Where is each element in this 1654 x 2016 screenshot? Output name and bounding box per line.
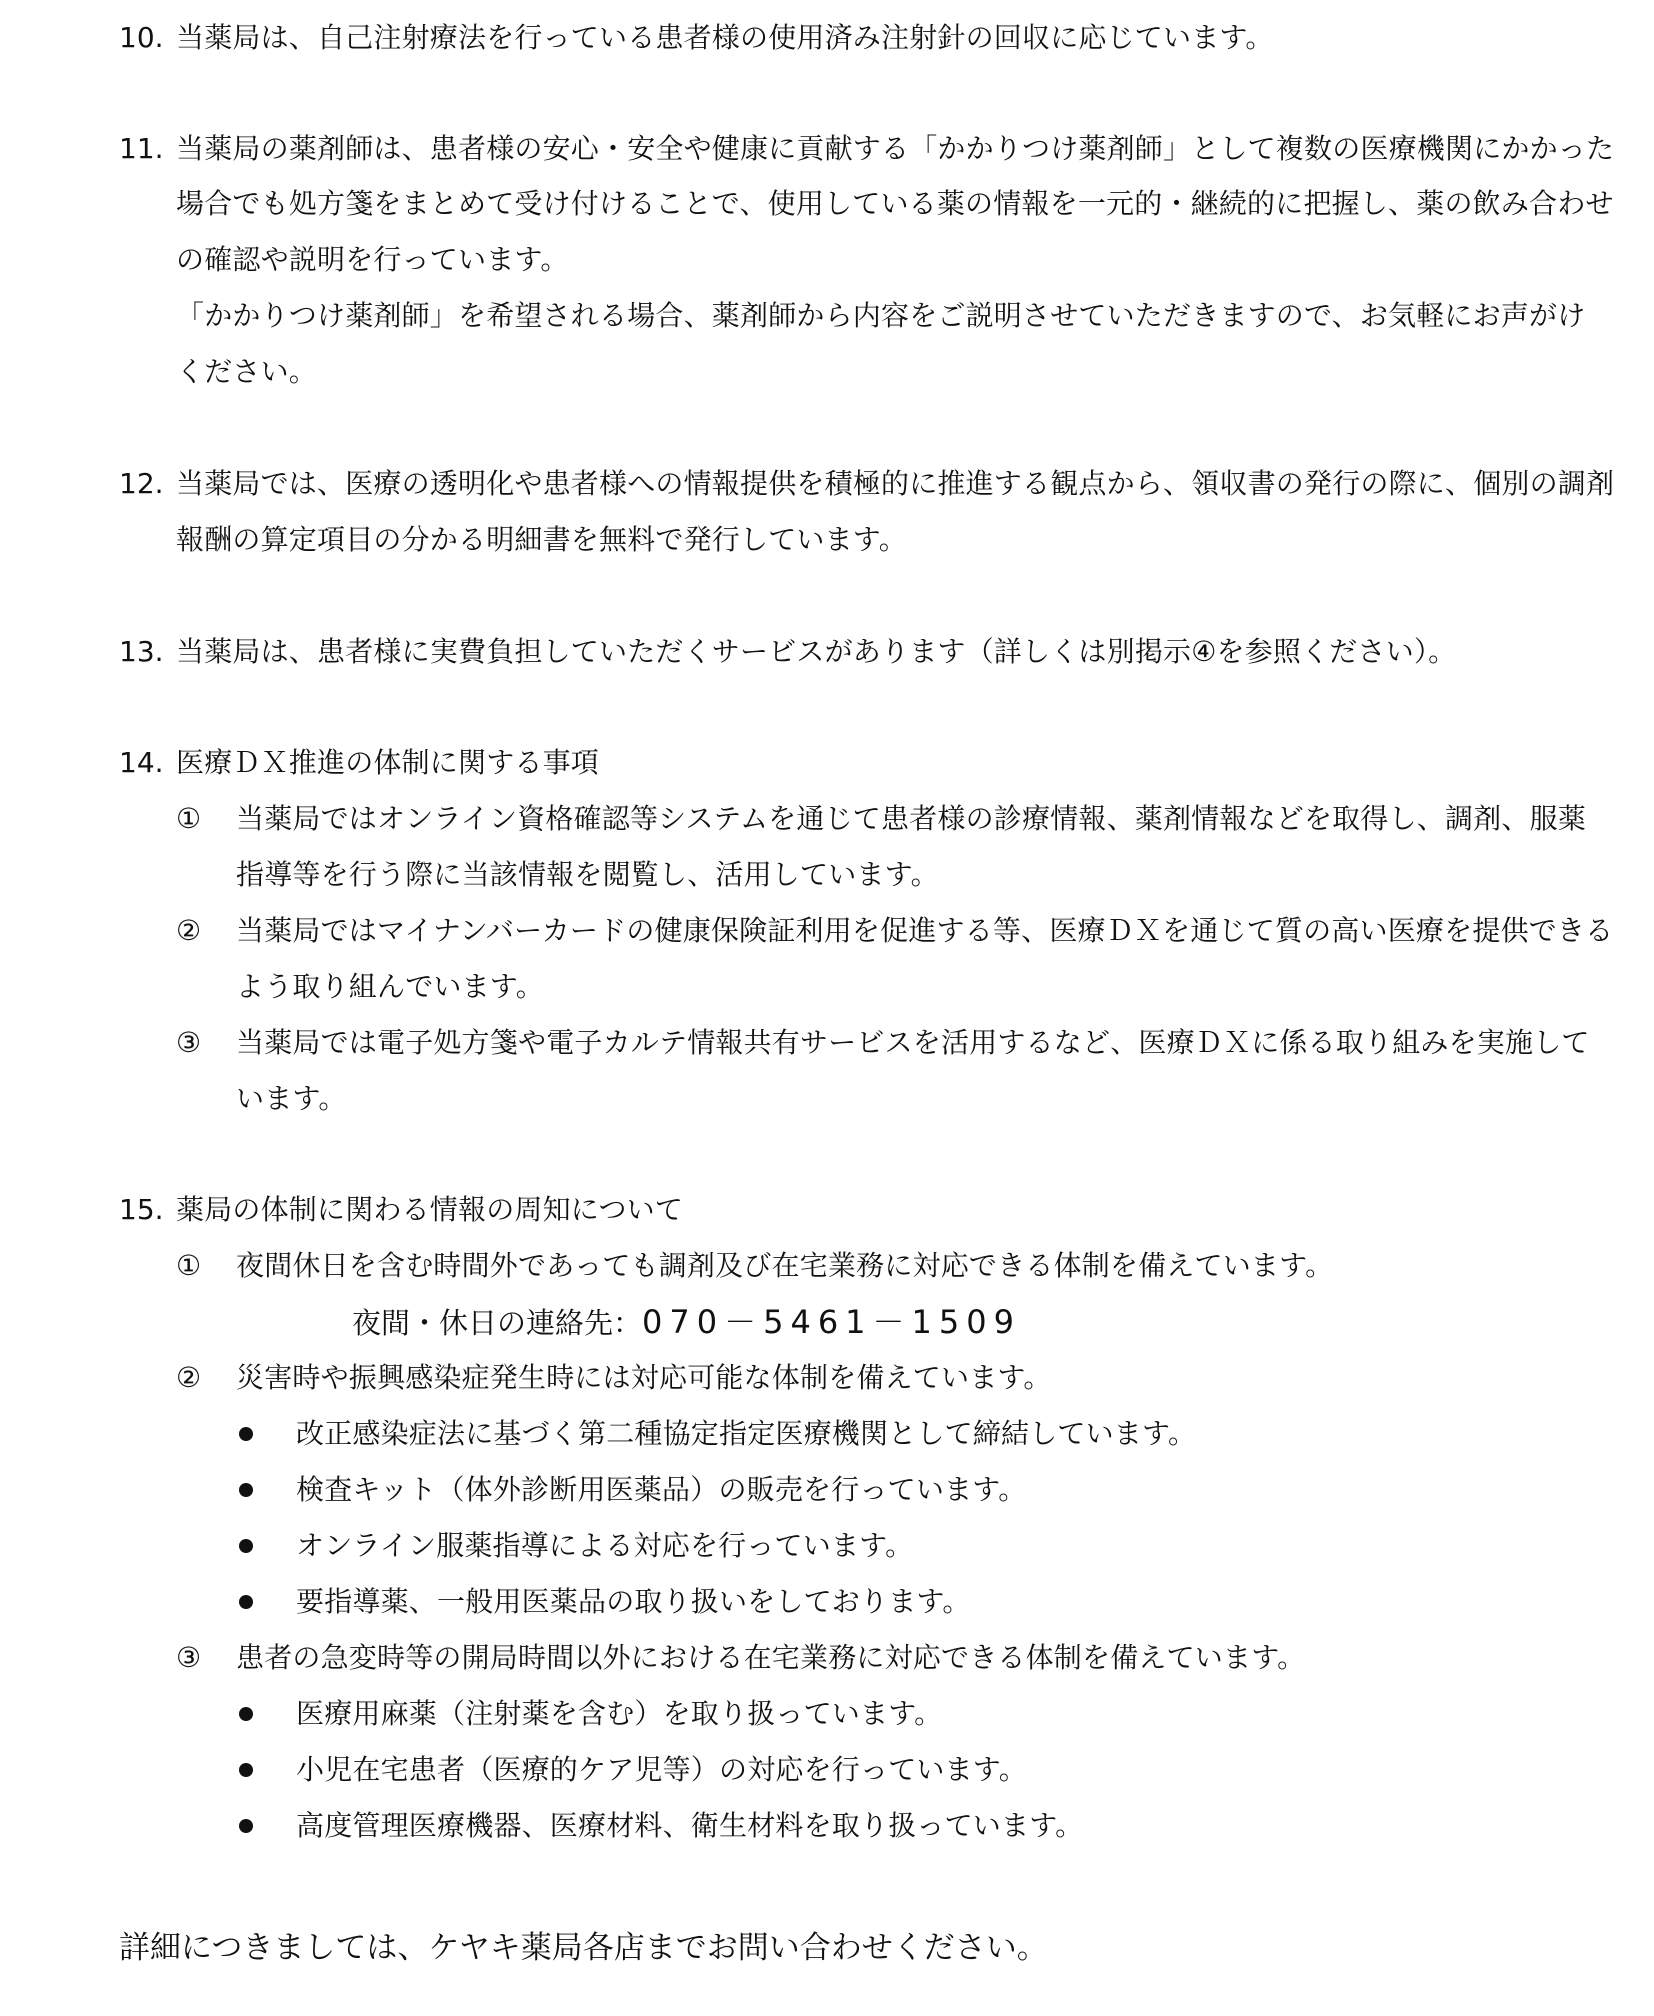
- item-11-number: 11.: [119, 132, 164, 165]
- item-11-line-5: ください。: [176, 355, 318, 388]
- item-15-sub-3-bullet-3: 高度管理医療機器、医療材料、衛生材料を取り扱っています。: [296, 1809, 1084, 1842]
- footer-note: 詳細につきましては、ケヤキ薬局各店までお問い合わせください。: [119, 1930, 1048, 1966]
- item-15-sub-3-bullet-2: 小児在宅患者（医療的ケア児等）の対応を行っています。: [296, 1753, 1027, 1786]
- bullet-icon: [239, 1483, 253, 1497]
- item-15-sub-2-marker: ②: [176, 1361, 202, 1394]
- item-13-line-1: 当薬局は、患者様に実費負担していただくサービスがあります（詳しくは別掲示④を参照ください）。: [176, 635, 1457, 668]
- bullet-icon: [239, 1539, 253, 1553]
- bullet-icon: [239, 1819, 253, 1833]
- item-11-line-2: 場合でも処方箋をまとめて受け付けることで、使用している薬の情報を一元的・継続的に把握し、薬の飲み合わせ: [176, 187, 1614, 220]
- item-15-sub-2-bullet-3: オンライン服薬指導による対応を行っています。: [296, 1529, 914, 1562]
- item-15-sub-3-line-1: 患者の急変時等の開局時間以外における在宅業務に対応できる体制を備えています。: [236, 1641, 1306, 1674]
- item-14-sub-2-line-2: よう取り組んでいます。: [236, 970, 544, 1003]
- item-15-sub-2-bullet-2: 検査キット（体外診断用医薬品）の販売を行っています。: [296, 1473, 1027, 1506]
- item-11-line-3: の確認や説明を行っています。: [176, 243, 569, 276]
- after-hours-contact: [352, 1304, 1021, 1341]
- item-14-sub-1-line-1: 当薬局ではオンライン資格確認等システムを通じて患者様の診療情報、薬剤情報などを取得し、調剤、服薬: [236, 802, 1586, 835]
- item-14-sub-1-line-2: 指導等を行う際に当該情報を閲覧し、活用しています。: [236, 858, 939, 891]
- item-15-sub-1-marker: ①: [176, 1249, 202, 1282]
- after-hours-phone-number: 070－5461－1509: [642, 1303, 1021, 1341]
- item-15-sub-2-bullet-4: 要指導薬、一般用医薬品の取り扱いをしております。: [296, 1585, 971, 1618]
- item-10-number: 10.: [119, 21, 164, 54]
- item-14-sub-3-marker: ③: [176, 1026, 202, 1059]
- bullet-icon: [239, 1595, 253, 1609]
- item-14-sub-3-line-1: 当薬局では電子処方箋や電子カルテ情報共有サービスを活用するなど、医療ＤＸに係る取り組みを実施して: [236, 1026, 1590, 1059]
- item-12-number: 12.: [119, 467, 164, 500]
- item-15-sub-3-bullet-1: 医療用麻薬（注射薬を含む）を取り扱っています。: [296, 1697, 943, 1730]
- item-15-number: 15.: [119, 1193, 164, 1226]
- bullet-icon: [239, 1763, 253, 1777]
- item-15-sub-1-line-1: 夜間休日を含む時間外であっても調剤及び在宅業務に対応できる体制を備えています。: [236, 1249, 1334, 1282]
- item-12-line-1: 当薬局では、医療の透明化や患者様への情報提供を積極的に推進する観点から、領収書の発行の際に、個別の調剤: [176, 467, 1615, 500]
- after-hours-contact-label: 夜間・休日の連絡先：: [352, 1306, 643, 1340]
- item-14-sub-1-marker: ①: [176, 802, 202, 835]
- item-12-line-2: 報酬の算定項目の分かる明細書を無料で発行しています。: [176, 523, 907, 556]
- item-14-sub-2-line-1: 当薬局ではマイナンバーカードの健康保険証利用を促進する等、医療ＤＸを通じて質の高い医療を提供できる: [236, 914, 1614, 947]
- bullet-icon: [239, 1707, 253, 1721]
- item-13-number: 13.: [119, 635, 164, 668]
- item-11-line-4: 「かかりつけ薬剤師」を希望される場合、薬剤師から内容をご説明させていただきますので、お気軽にお声がけ: [176, 299, 1586, 332]
- item-14-sub-2-marker: ②: [176, 914, 202, 947]
- item-10-line-1: 当薬局は、自己注射療法を行っている患者様の使用済み注射針の回収に応じています。: [176, 21, 1274, 54]
- item-15-sub-2-line-1: 災害時や振興感染症発生時には対応可能な体制を備えています。: [236, 1361, 1052, 1394]
- item-11-line-1: 当薬局の薬剤師は、患者様の安心・安全や健康に貢献する「かかりつけ薬剤師」として複数の医療機関にかかった: [176, 132, 1615, 165]
- item-15-title: 薬局の体制に関わる情報の周知について: [176, 1193, 684, 1226]
- bullet-icon: [239, 1427, 253, 1441]
- item-15-sub-2-bullet-1: 改正感染症法に基づく第二種協定指定医療機関として締結しています。: [296, 1417, 1197, 1450]
- item-15-sub-3-marker: ③: [176, 1641, 202, 1674]
- item-14-title: 医療ＤＸ推進の体制に関する事項: [176, 746, 600, 779]
- item-14-number: 14.: [119, 746, 164, 779]
- item-14-sub-3-line-2: います。: [236, 1082, 347, 1115]
